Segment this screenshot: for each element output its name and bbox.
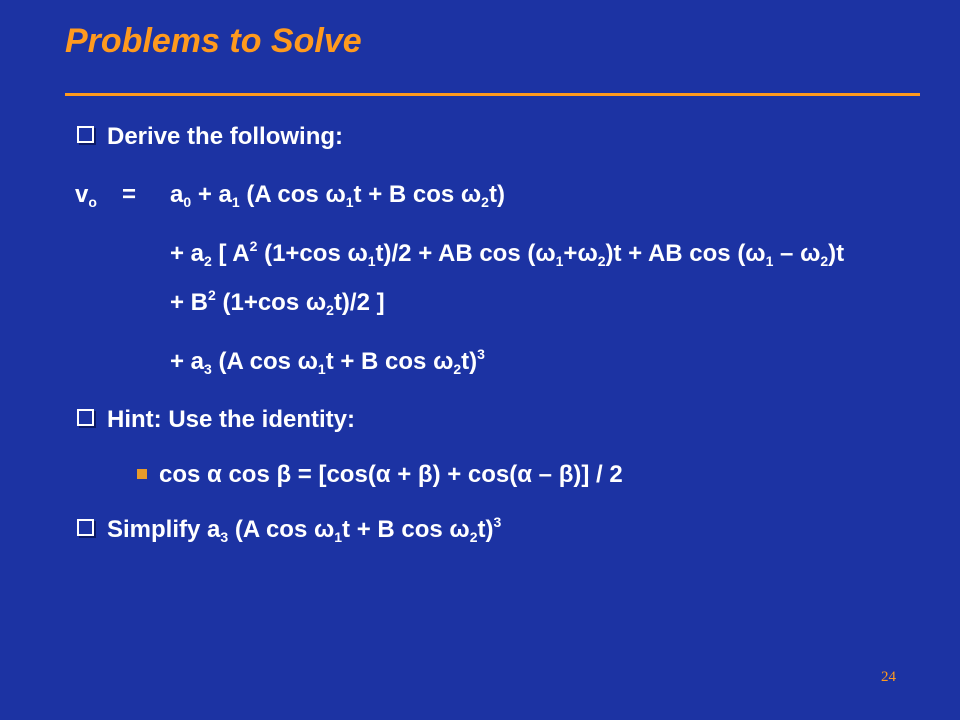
bullet-derive xyxy=(77,125,343,149)
square-bullet-icon xyxy=(137,469,147,479)
title-divider xyxy=(65,93,920,96)
simplify-rest-2: t + B cos ω xyxy=(342,516,470,543)
bullet-derive-text: Derive the following: xyxy=(107,123,344,150)
checkbox-bullet-icon xyxy=(77,409,94,426)
equation-lhs xyxy=(75,181,97,210)
equation-line-2: + $a_2$ [ $A^2$ (1+cos $\omega_1t)/2$ + AB $\cos (\omega_1+\omega_2)t$ + AB $\cos (\omega_1 - \omega_2)t$ xyxy=(170,238,845,269)
bullet-simplify xyxy=(77,514,502,545)
equation-equals: = xyxy=(122,181,137,208)
page-number: 24 xyxy=(881,669,896,685)
equation-line-4: + $a_3$ (A $\cos \omega_1t + B$ $\cos \omega_2t)^3$ xyxy=(170,346,485,377)
equation-line-1: $a_0 + a_1$ (A $\cos \omega_1t + B$ $\cos \omega_2t$) xyxy=(170,181,505,210)
slide-title: Problems to Solve xyxy=(65,22,362,60)
sub-bullet-identity xyxy=(137,463,623,487)
eq-lhs-symbol: v xyxy=(75,181,89,208)
simplify-end: t) xyxy=(477,516,494,543)
omega-2-sub: 2 xyxy=(469,529,478,545)
checkbox-bullet-icon xyxy=(77,519,94,536)
simplify-text: Simplify a xyxy=(107,516,221,543)
omega-1-sub: 1 xyxy=(334,529,343,545)
identity-text: cos α cos β = [cos(α + β) + cos(α – β)] / 2 xyxy=(159,461,623,488)
bullet-hint-text: Hint: Use the identity: xyxy=(107,406,356,433)
bullet-hint xyxy=(77,408,355,432)
checkbox-bullet-icon xyxy=(77,126,94,143)
simplify-rest: (A cos ω xyxy=(228,516,335,543)
simplify-sup: 3 xyxy=(493,514,502,530)
eq-lhs-sub: o xyxy=(88,194,97,210)
equation-line-3: + $B^2$ (1+cos $\omega_2t)/2$ ] xyxy=(170,287,385,318)
simplify-sub: 3 xyxy=(220,529,229,545)
